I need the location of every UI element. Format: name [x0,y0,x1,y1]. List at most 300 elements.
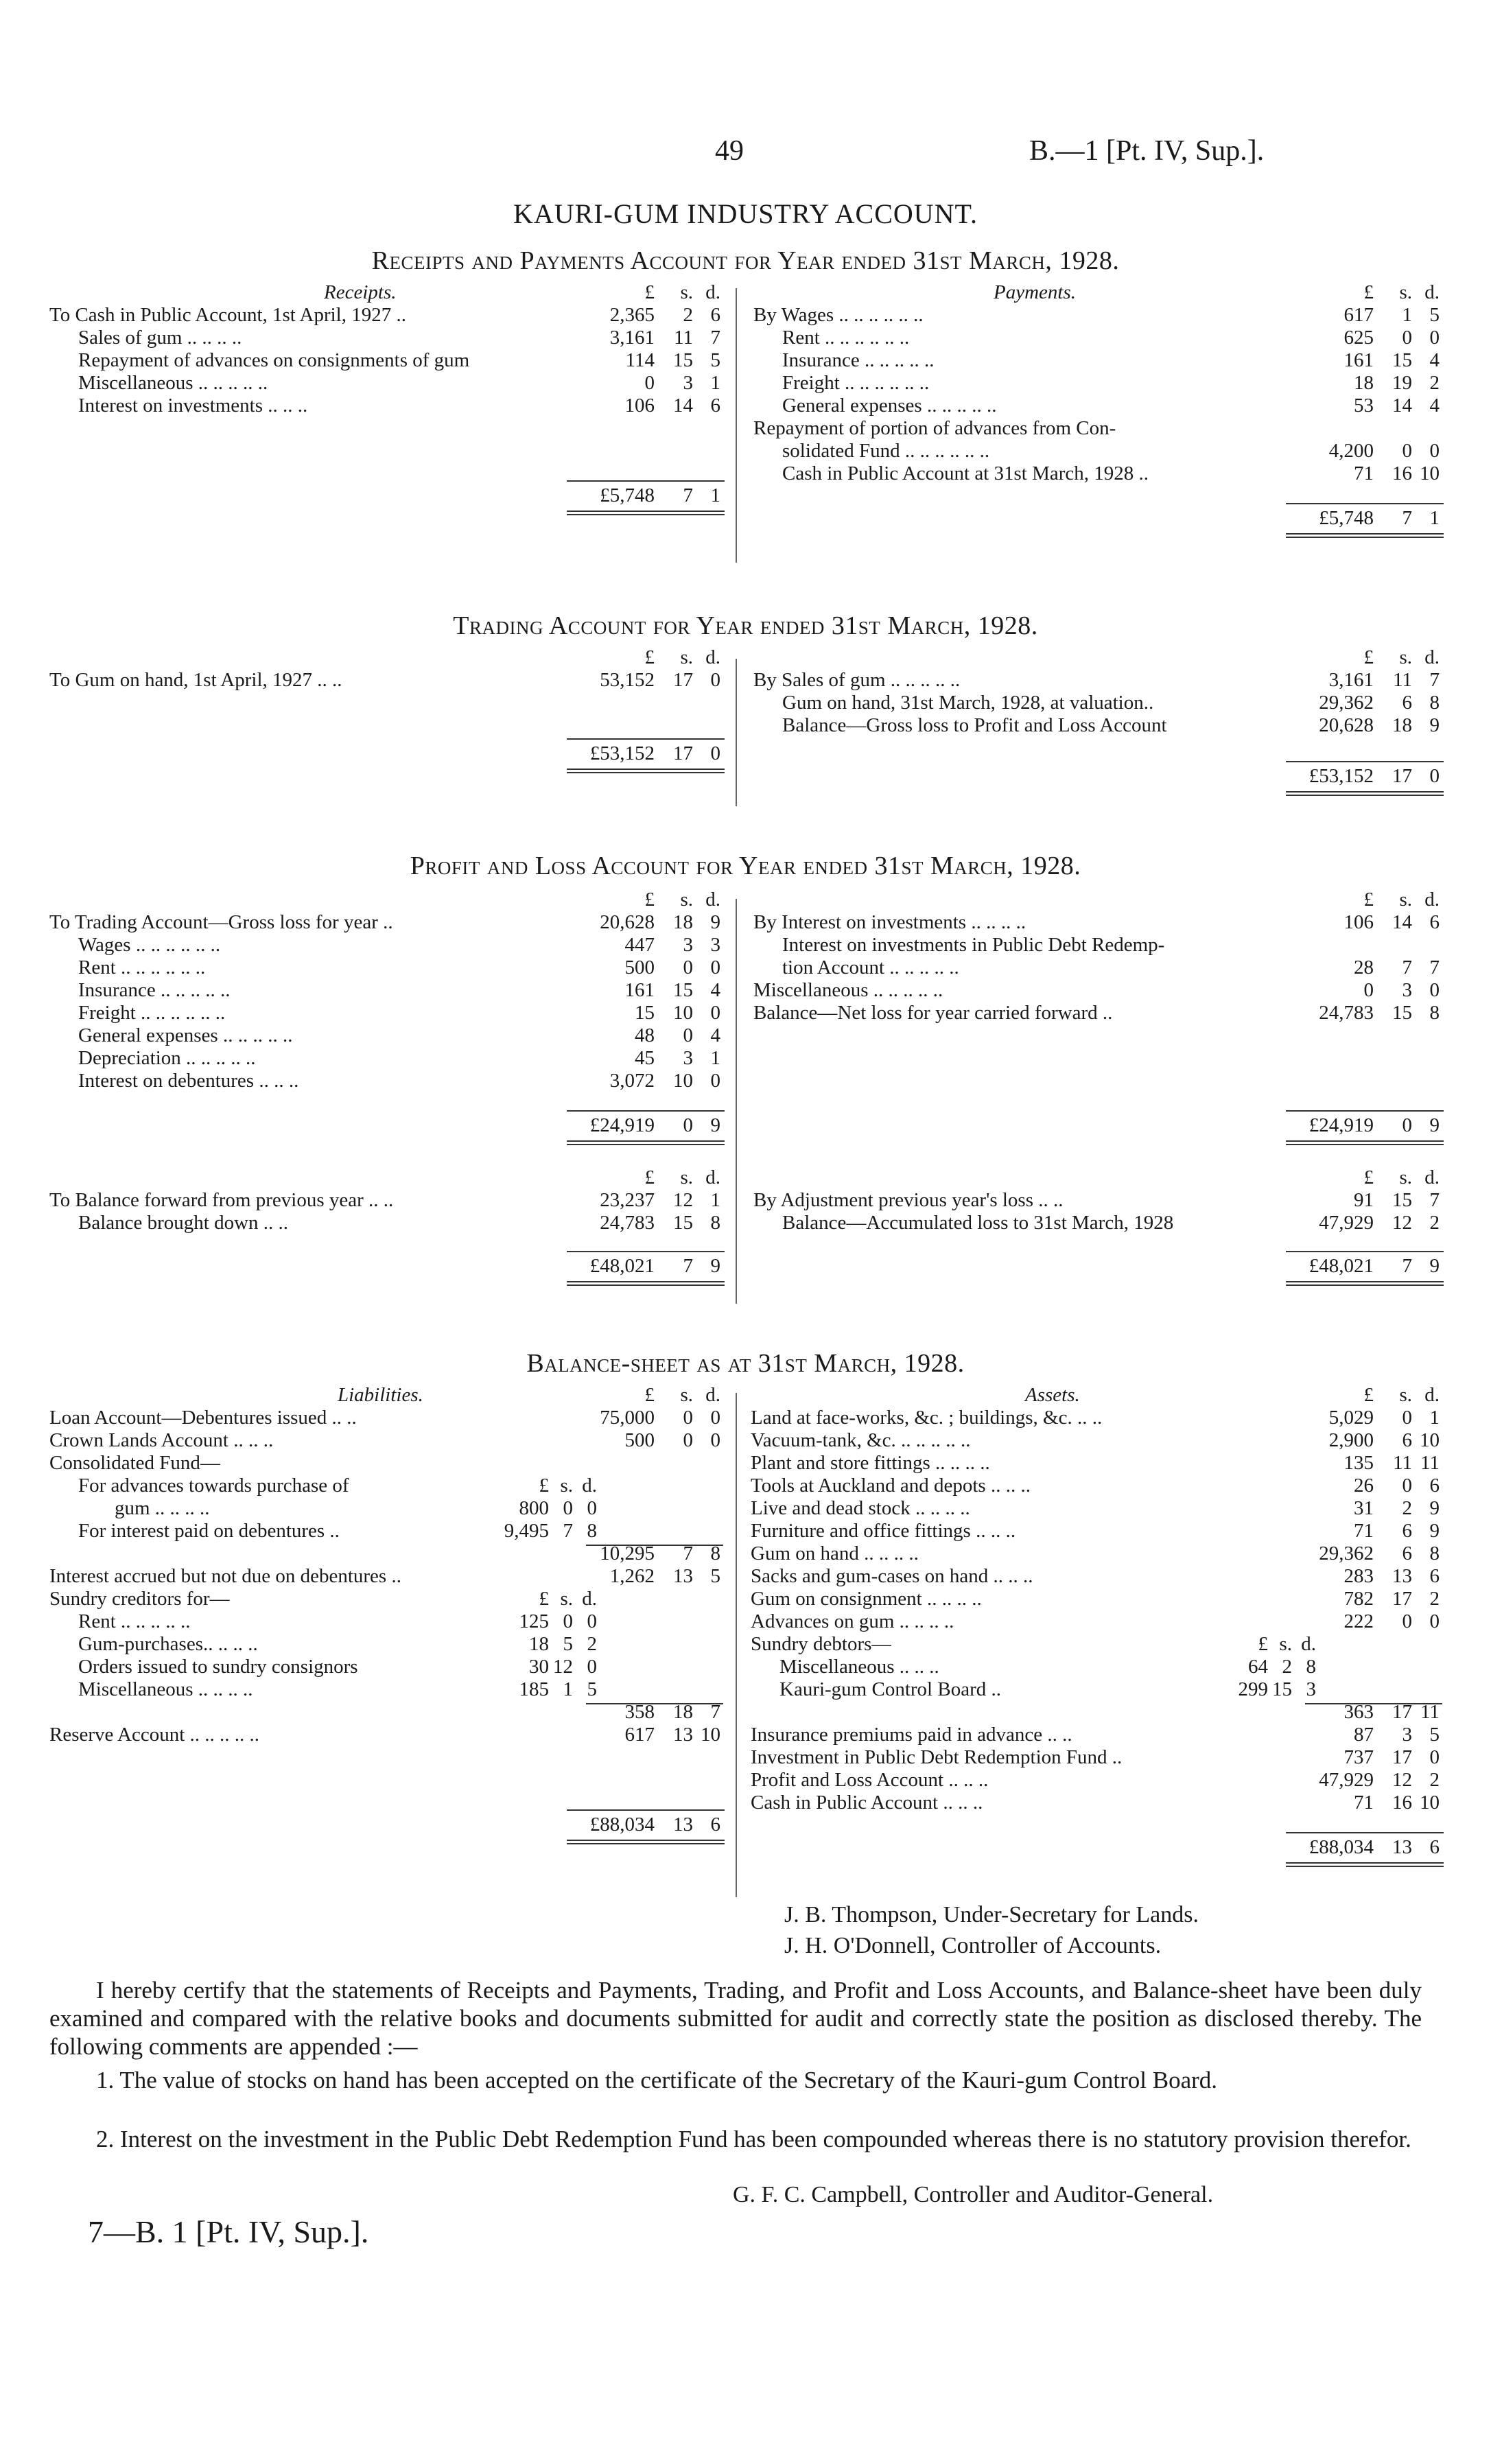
spacer [753,1137,1440,1155]
total-shillings: 13 [1392,1836,1412,1858]
pl-debit-row [49,979,720,1002]
unit-shillings: s. [680,281,693,303]
shillings: 15 [1392,1189,1412,1211]
column-heading-row [751,1384,1440,1407]
unit-pence: d. [705,889,720,911]
row-label: Land at face-works, &c. ; buildings, &c. .. .. [751,1407,1103,1429]
sub-shillings: 15 [1272,1678,1292,1700]
unit-pounds: £ [644,281,655,303]
sub-pence: d. [582,1475,597,1497]
row-label: General expenses .. .. .. .. .. [78,1024,293,1046]
pence: 0 [1429,327,1440,349]
liability-row [49,1542,720,1565]
total-pence: 0 [1429,765,1440,787]
balance-sheet-title: Balance-sheet as at 31st March, 1928. [526,1349,965,1378]
unit-shillings: s. [1399,889,1412,911]
pounds: 4,200 [1328,440,1374,462]
total-pounds: £5,748 [600,484,655,506]
shillings: 17 [1392,1701,1412,1723]
sub-pounds: 125 [519,1610,549,1632]
row-label: Freight .. .. .. .. .. .. [78,1002,226,1024]
pounds: 87 [1354,1724,1374,1746]
asset-row [751,1792,1440,1814]
shillings: 11 [674,327,693,349]
unit-pounds: £ [1363,646,1374,668]
shillings: 6 [1402,692,1412,714]
payment-row [753,440,1440,462]
pounds: 53,152 [600,669,655,691]
shillings: 7 [683,1542,693,1564]
unit-pence: d. [1424,1166,1440,1188]
unit-pence: d. [705,1384,720,1406]
total-rule [567,1809,725,1811]
total-pounds: £24,919 [589,1114,655,1136]
shillings: 3 [683,934,693,956]
pounds: 161 [624,979,655,1001]
asset-row [751,1520,1440,1542]
total-row [753,507,1440,530]
pounds: 737 [1343,1746,1374,1768]
payments-heading: Payments. [994,281,1076,303]
column-divider [736,659,737,806]
unit-shillings: s. [1399,646,1412,668]
shillings: 0 [1402,327,1412,349]
sub-pounds: £ [1258,1633,1268,1655]
pounds: 24,783 [600,1212,655,1234]
shillings: 18 [673,1701,693,1723]
row-label: Loan Account—Debentures issued .. .. [49,1407,357,1429]
total-shillings: 0 [1402,1114,1412,1136]
trading-debit-row [49,669,720,692]
row-label: For interest paid on debentures .. [78,1520,340,1542]
page-code: B.—1 [Pt. IV, Sup.]. [1029,135,1265,167]
total-pounds: £48,021 [1308,1255,1374,1277]
unit-pence: d. [705,646,720,668]
pounds: 75,000 [600,1407,655,1429]
pounds: 5,029 [1328,1407,1374,1429]
total-rule [1286,503,1444,504]
total-pounds: £53,152 [1308,765,1374,787]
row-label: To Cash in Public Account, 1st April, 1927 .. [49,304,406,326]
total-shillings: 17 [673,742,693,764]
document-title: KAURI-GUM INDUSTRY ACCOUNT. [513,198,978,229]
sub-pounds: 185 [519,1678,549,1700]
pounds: 358 [624,1701,655,1723]
row-label: Rent .. .. .. .. .. [78,1610,191,1632]
total-pounds: £48,021 [589,1255,655,1277]
pence: 5 [710,349,720,371]
shillings: 14 [1392,395,1412,416]
shillings: 11 [1393,1452,1412,1474]
pence: 0 [1429,1746,1440,1768]
liability-row [49,1429,720,1452]
shillings: 0 [683,1429,693,1451]
spacer [49,1746,720,1814]
trading-credit-column [753,646,1440,788]
shillings: 1 [1402,304,1412,326]
shillings: 12 [1392,1212,1412,1234]
unit-shillings: s. [680,1166,693,1188]
asset-row [751,1407,1440,1429]
row-label: Insurance premiums paid in advance .. .. [751,1724,1072,1746]
total-shillings: 7 [1402,1255,1412,1277]
pounds: 114 [625,349,655,371]
pl-carried-credit-column [753,1166,1440,1278]
total-double-rule [1286,533,1444,538]
row-label: General expenses .. .. .. .. .. [782,395,997,416]
total-pence: 9 [1429,1114,1440,1136]
pounds: 18 [1354,372,1374,394]
sub-pounds: £ [539,1475,549,1497]
trading-credit-row [753,692,1440,714]
pence: 8 [710,1212,720,1234]
total-pounds: £88,034 [1308,1836,1374,1858]
pounds: 625 [1343,327,1374,349]
shillings: 3 [1402,1724,1412,1746]
row-label: For advances towards purchase of [78,1475,349,1497]
pence: 9 [1429,1520,1440,1542]
shillings: 18 [673,911,693,933]
sub-pence: 3 [1306,1678,1316,1700]
receipt-row [49,304,720,327]
pounds: 31 [1354,1497,1374,1519]
row-label: tion Account .. .. .. .. .. [782,957,959,978]
pounds: 500 [624,1429,655,1451]
sub-pounds: 9,495 [504,1520,549,1542]
pence: 4 [710,979,720,1001]
receipt-row [49,372,720,395]
shillings: 0 [1402,1407,1412,1429]
receipts-payments-title: Receipts and Payments Account for Year ended 31st March, 1928. [371,246,1120,275]
row-label: By Interest on investments .. .. .. .. [753,911,1026,933]
pence: 0 [1429,1610,1440,1632]
asset-row [751,1724,1440,1746]
pounds: 91 [1354,1189,1374,1211]
row-label: Miscellaneous .. .. .. [779,1656,939,1678]
column-divider [736,288,737,563]
unit-pence: d. [705,281,720,303]
trading-credit-row [753,714,1440,737]
pl-credit-row [753,979,1440,1002]
unit-row [49,646,720,669]
row-label: Balance brought down .. .. [78,1212,289,1234]
total-double-rule [1286,791,1444,796]
payments-column [753,281,1440,530]
pounds: 3,161 [609,327,655,349]
unit-pence: d. [705,1166,720,1188]
shillings: 0 [683,957,693,978]
shillings: 10 [673,1002,693,1024]
shillings: 17 [1392,1746,1412,1768]
pounds: 29,362 [1319,692,1374,714]
sub-pounds: 64 [1248,1656,1268,1678]
pence: 10 [1420,462,1440,484]
unit-row [753,889,1440,911]
pl-credit-row [753,934,1440,957]
payment-row [753,395,1440,417]
total-double-rule [567,768,725,773]
total-row [49,484,720,507]
pl-debit-row [49,911,720,934]
unit-row [49,1166,720,1189]
profit-loss-title: Profit and Loss Account for Year ended 31st March, 1928. [410,852,1081,880]
row-label: Miscellaneous .. .. .. .. [78,1678,253,1700]
pence: 8 [1429,1002,1440,1024]
sub-pence: 8 [587,1520,597,1542]
sub-shillings: 7 [563,1520,573,1542]
total-shillings: 7 [683,1255,693,1277]
pl-debit-row [49,1047,720,1070]
row-label: Reserve Account .. .. .. .. .. [49,1724,260,1746]
total-rule [1286,1832,1444,1833]
asset-row [751,1769,1440,1792]
pl-debit-row [49,1024,720,1047]
liability-row [49,1701,720,1724]
shillings: 17 [1392,1588,1412,1610]
row-label: Rent .. .. .. .. .. .. [78,957,206,978]
shillings: 15 [673,349,693,371]
sub-pounds: 30 [529,1656,549,1678]
pence: 10 [701,1724,720,1746]
pounds: 617 [624,1724,655,1746]
unit-pounds: £ [644,1384,655,1406]
sub-shillings: 0 [563,1497,573,1519]
asset-row [751,1429,1440,1452]
pence: 7 [1429,1189,1440,1211]
signature-controller-accounts: J. H. O'Donnell, Controller of Accounts. [784,1933,1162,1958]
total-rule [1286,1251,1444,1252]
row-label: Wages .. .. .. .. .. .. [78,934,221,956]
spacer [753,1024,1440,1114]
pounds: 106 [624,395,655,416]
total-double-rule [567,1281,725,1286]
pence: 8 [1429,1542,1440,1564]
pence: 2 [1429,1212,1440,1234]
sub-shillings: 12 [553,1656,573,1678]
pence: 0 [710,669,720,691]
pence: 0 [1429,440,1440,462]
total-pence: 0 [710,742,720,764]
pounds: 363 [1343,1701,1374,1723]
shillings: 3 [1402,979,1412,1001]
row-label: Gum on hand .. .. .. .. [751,1542,919,1564]
row-label: By Adjustment previous year's loss .. .. [753,1189,1064,1211]
liability-row [49,1565,720,1588]
pence: 5 [710,1565,720,1587]
pence: 8 [1429,692,1440,714]
pence: 5 [1429,304,1440,326]
footer-code: 7—B. 1 [Pt. IV, Sup.]. [88,2214,369,2249]
total-pence: 6 [710,1814,720,1835]
shillings: 14 [1392,911,1412,933]
unit-row [49,889,720,911]
sub-pence: 0 [587,1497,597,1519]
sub-pounds: 18 [529,1633,549,1655]
pence: 0 [710,957,720,978]
sub-pence: 2 [587,1633,597,1655]
total-shillings: 17 [1392,765,1412,787]
unit-pounds: £ [644,889,655,911]
row-label: Interest on debentures .. .. .. [78,1070,299,1092]
pounds: 45 [635,1047,655,1069]
row-label: Balance—Gross loss to Profit and Loss Account [782,714,1167,736]
column-heading-row [49,281,720,304]
total-row [753,1114,1440,1137]
signature-under-secretary: J. B. Thompson, Under-Secretary for Lands. [784,1902,1199,1927]
asset-row [751,1656,1440,1678]
unit-pounds: £ [644,646,655,668]
pounds: 47,929 [1319,1769,1374,1791]
payment-row [753,327,1440,349]
total-pence: 6 [1429,1836,1440,1858]
shillings: 13 [673,1724,693,1746]
row-label: Balance—Net loss for year carried forward .. [753,1002,1113,1024]
pence: 10 [1420,1792,1440,1814]
total-pence: 1 [710,484,720,506]
unit-pounds: £ [1363,1166,1374,1188]
total-double-rule [1286,1281,1444,1286]
pence: 7 [1429,669,1440,691]
receipts-heading: Receipts. [324,281,397,303]
pl-credit-row [753,911,1440,934]
asset-row [751,1565,1440,1588]
row-label: Gum on hand, 31st March, 1928, at valuation.. [782,692,1154,714]
pl-debit-row [49,957,720,979]
sub-pence: d. [1301,1633,1316,1655]
total-pence: 9 [710,1255,720,1277]
liabilities-column [49,1384,720,1836]
pence: 4 [710,1024,720,1046]
pl-carried-credit-row [753,1189,1440,1212]
pounds: 617 [1343,304,1374,326]
pence: 0 [1429,979,1440,1001]
sub-shillings: s. [560,1588,573,1610]
row-label: Insurance .. .. .. .. .. [782,349,935,371]
spacer [49,1137,720,1155]
sub-pence: 8 [1306,1656,1316,1678]
row-label: Sundry debtors— [751,1633,892,1655]
payment-row [753,417,1440,440]
total-pence: 9 [1429,1255,1440,1277]
total-row [751,1836,1440,1859]
shillings: 12 [673,1189,693,1211]
asset-row [751,1497,1440,1520]
unit-shillings: s. [1399,1384,1412,1406]
column-divider [736,899,737,1304]
row-label: By Sales of gum .. .. .. .. .. [753,669,961,691]
unit-shillings: s. [1399,1166,1412,1188]
receipt-row [49,349,720,372]
liability-row [49,1520,720,1542]
pence: 4 [1429,395,1440,416]
pence: 6 [710,304,720,326]
pounds: 71 [1354,462,1374,484]
shillings: 19 [1392,372,1412,394]
pl-credit-row [753,1002,1440,1024]
unit-shillings: s. [1399,281,1412,303]
shillings: 15 [673,1212,693,1234]
unit-pounds: £ [644,1166,655,1188]
row-label: Sundry creditors for— [49,1588,230,1610]
shillings: 15 [1392,349,1412,371]
total-row [49,1114,720,1137]
row-label: gum .. .. .. .. [115,1497,210,1519]
row-label: Interest on investments in Public Debt Redemp- [782,934,1165,956]
row-label: By Wages .. .. .. .. .. .. [753,304,924,326]
pounds: 23,237 [600,1189,655,1211]
row-label: Cash in Public Account .. .. .. [751,1792,983,1814]
pounds: 47,929 [1319,1212,1374,1234]
liability-row [49,1724,720,1746]
row-label: Cash in Public Account at 31st March, 1928 .. [782,462,1149,484]
shillings: 18 [1392,714,1412,736]
shillings: 14 [673,395,693,416]
shillings: 17 [673,669,693,691]
row-label: Miscellaneous .. .. .. .. .. [78,372,268,394]
unit-shillings: s. [680,889,693,911]
row-label: Gum on consignment .. .. .. .. [751,1588,982,1610]
pounds: 500 [624,957,655,978]
pl-debit-row [49,934,720,957]
row-label: Sacks and gum-cases on hand .. .. .. [751,1565,1033,1587]
row-label: Sales of gum .. .. .. .. [78,327,242,349]
shillings: 0 [683,1024,693,1046]
payment-row [753,372,1440,395]
pounds: 71 [1354,1792,1374,1814]
comment-two: 2. Interest on the investment in the Public Debt Redemption Fund has been compounded whereas there is no statutory provision therefor. [96,2126,1411,2152]
asset-row [751,1610,1440,1633]
sub-pence: 0 [587,1610,597,1632]
pence: 0 [710,1429,720,1451]
pence: 0 [710,1070,720,1092]
liability-row [49,1452,720,1475]
liability-row [49,1633,720,1656]
total-rule [1286,1110,1444,1112]
receipt-row [49,395,720,417]
row-label: Advances on gum .. .. .. .. [751,1610,954,1632]
shillings: 6 [1402,1429,1412,1451]
sub-pence: d. [582,1588,597,1610]
pence: 4 [1429,349,1440,371]
total-row [753,765,1440,788]
column-divider [736,1393,737,1897]
row-label: Consolidated Fund— [49,1452,220,1474]
column-heading-row [753,281,1440,304]
total-double-rule [1286,1862,1444,1867]
pounds: 26 [1354,1475,1374,1497]
row-label: Interest on investments .. .. .. [78,395,308,416]
pounds: 161 [1343,349,1374,371]
row-label: Furniture and office fittings .. .. .. [751,1520,1016,1542]
total-row [49,1814,720,1836]
payment-row [753,349,1440,372]
pounds: 10,295 [600,1542,655,1564]
liability-row [49,1656,720,1678]
subtotal-rule [586,1703,723,1704]
pounds: 2,900 [1328,1429,1374,1451]
row-label: To Trading Account—Gross loss for year .. [49,911,393,933]
total-row [49,1255,720,1278]
row-label: Repayment of advances on consignments of gum [78,349,470,371]
unit-shillings: s. [680,1384,693,1406]
column-heading-row [49,1384,720,1407]
total-rule [567,738,725,740]
certificate-paragraph: I hereby certify that the statements of Receipts and Payments, Trading, and Profit and Loss Accounts, and Balance-sheet have been duly examined and compared with the relative books and documents submitted for audit and correctly state the position as disclosed thereby. The following comments are appended :— [49,1977,1422,2060]
pounds: 3,072 [609,1070,655,1092]
pounds: 71 [1354,1520,1374,1542]
unit-pence: d. [1424,281,1440,303]
shillings: 13 [1392,1565,1412,1587]
